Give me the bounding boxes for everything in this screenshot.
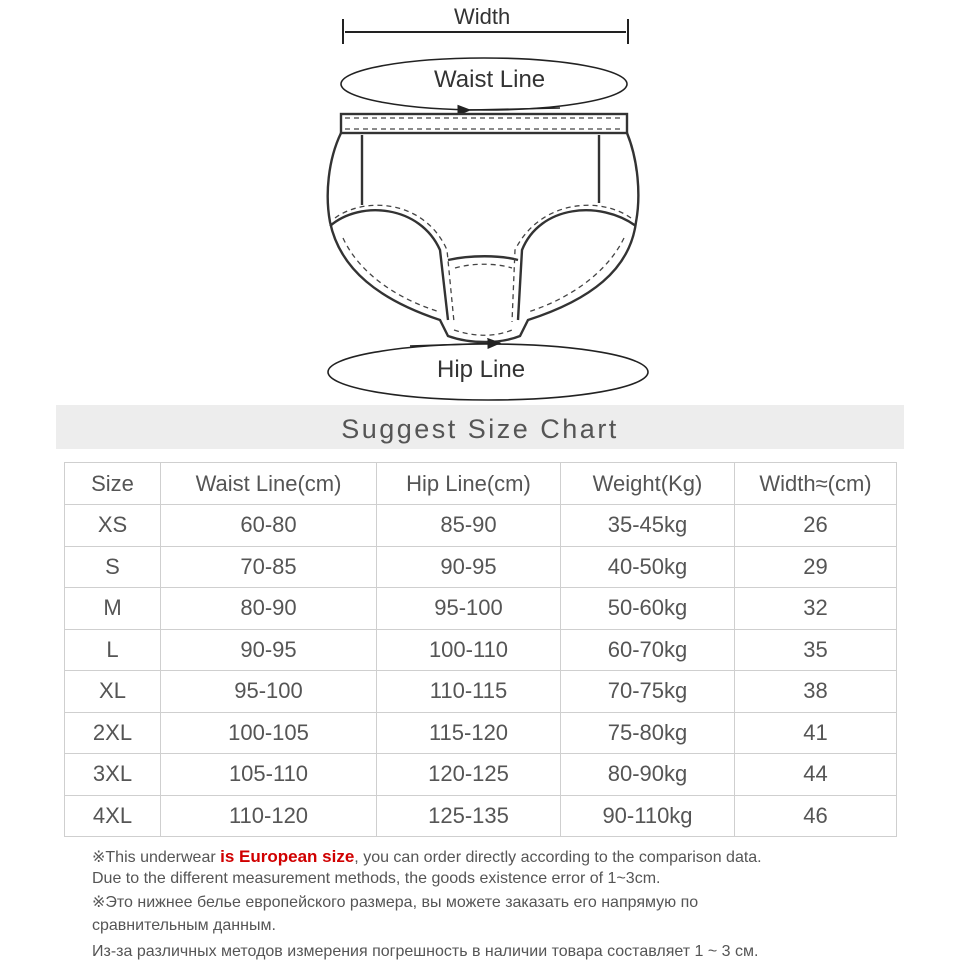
waist-cell: 110-120 — [161, 795, 377, 837]
width-cell: 46 — [735, 795, 897, 837]
width-cell: 41 — [735, 712, 897, 754]
weight-cell: 90-110kg — [561, 795, 735, 837]
waist-line-label: Waist Line — [434, 66, 546, 93]
panty-body — [328, 114, 639, 342]
weight-cell: 80-90kg — [561, 754, 735, 796]
hip-cell: 90-95 — [377, 546, 561, 588]
hip-cell: 115-120 — [377, 712, 561, 754]
size-cell: 4XL — [65, 795, 161, 837]
note-line-4: сравнительным данным. — [92, 917, 276, 934]
width-cell: 35 — [735, 629, 897, 671]
table-row — [65, 505, 897, 547]
note-line-5: Из-за различных методов измерения погрешность в наличии товара составляет 1 ~ 3 см. — [92, 943, 759, 960]
weight-cell: 50-60kg — [561, 588, 735, 630]
waist-cell: 95-100 — [161, 671, 377, 713]
weight-cell: 35-45kg — [561, 505, 735, 547]
size-cell: S — [65, 546, 161, 588]
table-header-row — [65, 463, 897, 505]
note-line-1 — [92, 846, 762, 868]
table-row — [65, 754, 897, 796]
weight-cell: 75-80kg — [561, 712, 735, 754]
panty-illustration — [0, 0, 980, 410]
garment-diagram — [0, 0, 980, 410]
width-cell: 32 — [735, 588, 897, 630]
hip-cell: 85-90 — [377, 505, 561, 547]
waist-cell: 90-95 — [161, 629, 377, 671]
hip-cell: 95-100 — [377, 588, 561, 630]
waist-cell: 100-105 — [161, 712, 377, 754]
size-cell: XS — [65, 505, 161, 547]
note-suffix: , you can order directly according to the comparison data. — [354, 849, 762, 866]
header-width: Width≈(cm) — [735, 463, 897, 505]
waist-cell: 70-85 — [161, 546, 377, 588]
hip-cell: 120-125 — [377, 754, 561, 796]
size-cell: 3XL — [65, 754, 161, 796]
hip-cell: 125-135 — [377, 795, 561, 837]
size-cell: L — [65, 629, 161, 671]
title-bar — [56, 405, 904, 449]
header-waist: Waist Line(cm) — [161, 463, 377, 505]
header-hip: Hip Line(cm) — [377, 463, 561, 505]
chart-title: Suggest Size Chart — [341, 414, 619, 444]
waist-cell: 60-80 — [161, 505, 377, 547]
stitch-lines — [335, 118, 631, 335]
hip-cell: 100-110 — [377, 629, 561, 671]
european-size-highlight: is European size — [220, 847, 355, 866]
note-line-3: ※Это нижнее белье европейского размера, вы можете заказать его напрямую по — [92, 894, 699, 911]
header-weight: Weight(Kg) — [561, 463, 735, 505]
table-row — [65, 671, 897, 713]
width-cell: 38 — [735, 671, 897, 713]
size-cell: XL — [65, 671, 161, 713]
size-cell: M — [65, 588, 161, 630]
waist-cell: 105-110 — [161, 754, 377, 796]
width-cell: 26 — [735, 505, 897, 547]
width-label: Width — [454, 4, 511, 29]
note-prefix: ※This underwear — [92, 849, 221, 866]
weight-cell: 60-70kg — [561, 629, 735, 671]
table-row — [65, 588, 897, 630]
hip-line-label: Hip Line — [437, 356, 526, 383]
size-table — [64, 462, 897, 837]
note-line-2: Due to the different measurement methods, the goods existence error of 1~3cm. — [92, 870, 661, 887]
width-cell: 44 — [735, 754, 897, 796]
size-cell: 2XL — [65, 712, 161, 754]
width-cell: 29 — [735, 546, 897, 588]
table-row — [65, 712, 897, 754]
header-size: Size — [65, 463, 161, 505]
weight-cell: 40-50kg — [561, 546, 735, 588]
table-row — [65, 546, 897, 588]
table-row — [65, 795, 897, 837]
hip-cell: 110-115 — [377, 671, 561, 713]
table-row — [65, 629, 897, 671]
waist-cell: 80-90 — [161, 588, 377, 630]
weight-cell: 70-75kg — [561, 671, 735, 713]
